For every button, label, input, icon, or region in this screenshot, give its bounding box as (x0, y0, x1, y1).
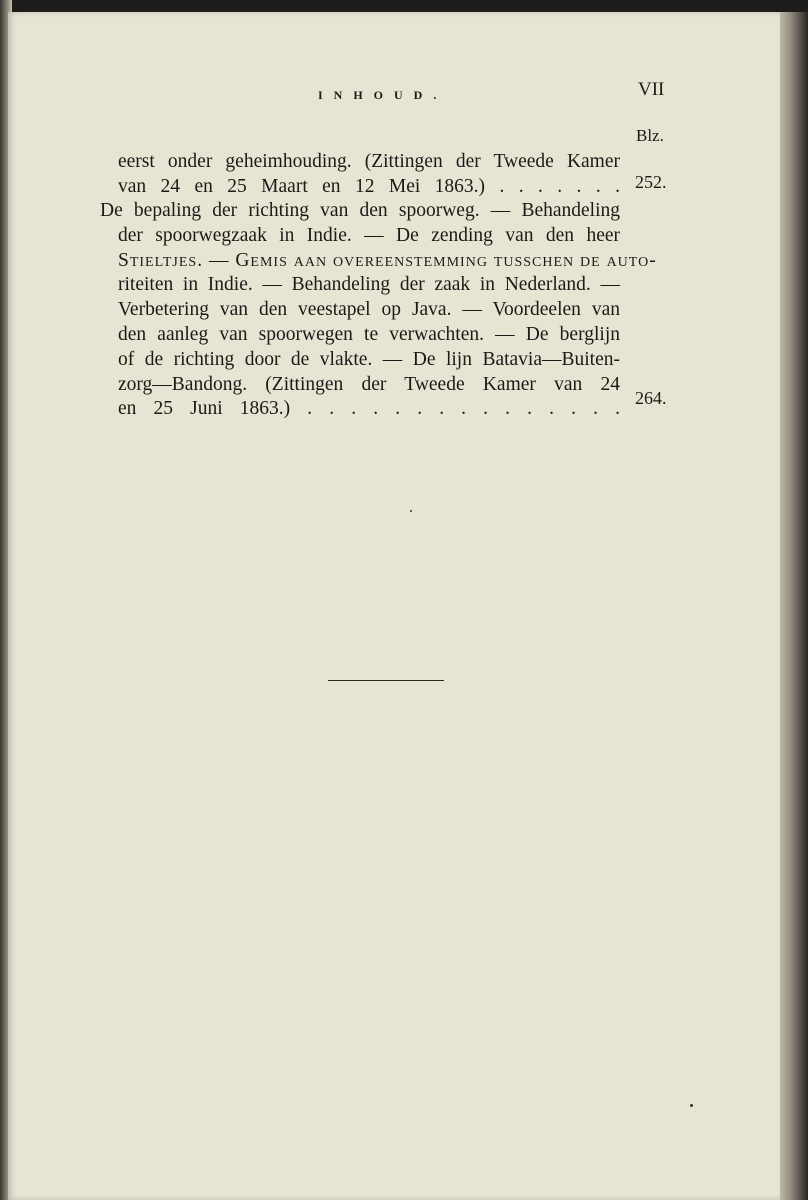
toc-line: zorg—Bandong. (Zittingen der Tweede Kamer van 24 (118, 373, 620, 395)
toc-page-ref: 252. (635, 172, 667, 192)
toc-line: der spoorwegzaak in Indie. — De zending van den heer (118, 224, 620, 246)
toc-line: Verbetering van den veestapel op Java. — Voordeelen van (118, 299, 620, 321)
running-header-title: INHOUD. (318, 88, 448, 102)
page-number: VII (638, 79, 665, 100)
toc-entry (100, 150, 620, 200)
page-column-label: Blz. (636, 126, 664, 145)
toc-page-ref: 264. (635, 388, 667, 408)
section-rule (328, 680, 444, 681)
toc-line: den aanleg van spoorwegen te verwachten. — De berglijn (118, 323, 620, 345)
toc-line: riteiten in Indie. — Behandeling der zaak in Nederland. — (118, 274, 620, 296)
toc-line: en 25 Juni 1863.) . . . . . . . . . . . . . . . (118, 398, 620, 420)
toc-line: eerst onder geheimhouding. (Zittingen der Tweede Kamer (118, 151, 620, 172)
toc-line: of de richting door de vlakte. — De lijn Batavia—Buiten- (118, 348, 620, 370)
toc-line: van 24 en 25 Maart en 12 Mei 1863.) . . . . . . . (118, 175, 620, 197)
paper-speck (410, 510, 412, 512)
toc-line: Stieltjes. — Gemis aan overeenstemming tusschen de auto- (118, 249, 657, 271)
page-edge (780, 12, 808, 1200)
toc-line: De bepaling der richting van den spoorweg. — Behandeling (100, 200, 620, 221)
paper-speck (690, 1104, 693, 1107)
